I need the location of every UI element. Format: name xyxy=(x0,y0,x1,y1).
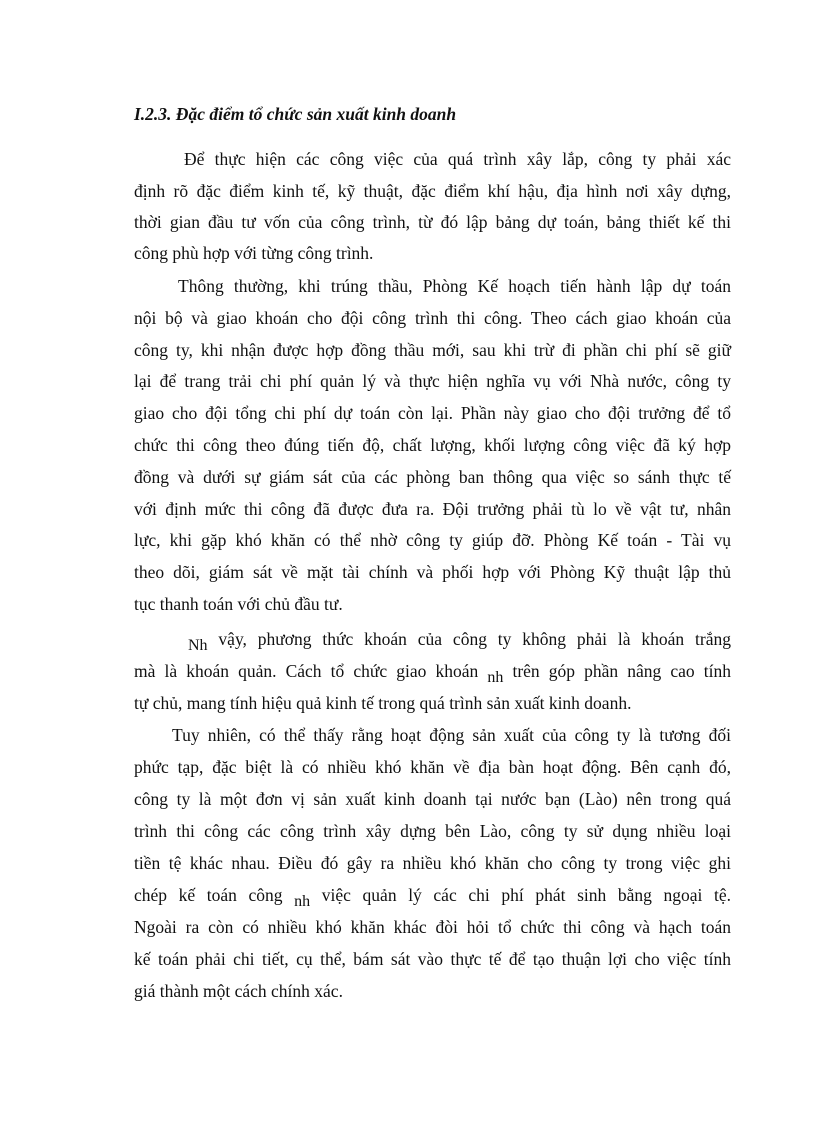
paragraph-1-line-4: công phù hợp với từng công trình. xyxy=(134,243,374,263)
paragraph-4-line-1: Tuy nhiên, có thể thấy rằng hoạt động sản xuất của công ty là tương đối xyxy=(172,725,731,745)
paragraph-2-line-11: tục thanh toán với chủ đầu tư. xyxy=(134,594,343,614)
paragraph-4-line-4: trình thi công các công trình xây dựng bên Lào, công ty sử dụng nhiều loại xyxy=(134,821,731,841)
section-heading: I.2.3. Đặc điểm tổ chức sản xuất kinh doanh xyxy=(134,104,457,124)
paragraph-2-line-6: chức thi công theo đúng tiến độ, chất lượng, khối lượng công việc đã ký hợp xyxy=(134,435,731,455)
paragraph-4-line-8: kế toán phải chi tiết, cụ thể, bám sát vào thực tế để tạo thuận lợi cho việc tính xyxy=(134,949,731,969)
paragraph-2-line-10: theo dõi, giám sát về mặt tài chính và phối hợp với Phòng Kỹ thuật lập thủ xyxy=(134,562,731,582)
paragraph-4-line-7: Ngoài ra còn có nhiều khó khăn khác đòi hỏi tổ chức thi công và hạch toán xyxy=(134,917,731,937)
paragraph-3-line-2-text-b: trên góp phần nâng cao tính xyxy=(503,661,731,681)
paragraph-4-line-2: phức tạp, đặc biệt là có nhiều khó khăn về địa bàn hoạt động. Bên cạnh đó, xyxy=(134,757,731,777)
paragraph-2-line-3: công ty, khi nhận được hợp đồng thầu mới, sau khi trừ đi phần chi phí sẽ giữ xyxy=(134,340,731,360)
paragraph-4-line-9: giá thành một cách chính xác. xyxy=(134,981,343,1001)
paragraph-4-line-6 xyxy=(134,883,731,909)
garbled-fragment: nh xyxy=(487,669,504,686)
paragraph-4-line-6-text-b: việc quản lý các chi phí phát sinh bằng ngoại tệ. xyxy=(310,885,731,905)
paragraph-4-line-6-text-a: chép kế toán công xyxy=(134,885,295,905)
paragraph-2-line-7: đồng và dưới sự giám sát của các phòng ban thông qua việc so sánh thực tế xyxy=(134,467,731,487)
paragraph-2-line-8: với định mức thi công đã được đưa ra. Đội trưởng phải tù lo về vật tư, nhân xyxy=(134,499,731,519)
paragraph-2-line-1: Thông thường, khi trúng thầu, Phòng Kế hoạch tiến hành lập dự toán xyxy=(178,276,731,296)
paragraph-3-line-3: tự chủ, mang tính hiệu quả kinh tế trong quá trình sản xuất kinh doanh. xyxy=(134,693,632,713)
paragraph-2-line-4: lại để trang trải chi phí quản lý và thực hiện nghĩa vụ với Nhà nước, công ty xyxy=(134,371,731,391)
paragraph-4-line-5: tiền tệ khác nhau. Điều đó gây ra nhiều khó khăn cho công ty trong việc ghi xyxy=(134,853,731,873)
garbled-fragment: nh xyxy=(294,893,311,910)
paragraph-3-line-1-text: vậy, phương thức khoán của công ty không phải là khoán trắng xyxy=(207,629,731,649)
paragraph-2-line-9: lực, khi gặp khó khăn có thể nhờ công ty giúp đỡ. Phòng Kế toán - Tài vụ xyxy=(134,530,731,550)
paragraph-3-line-2-text-a: mà là khoán quản. Cách tổ chức giao khoán xyxy=(134,661,488,681)
paragraph-2-line-5: giao cho đội tổng chi phí dự toán còn lại. Phần này giao cho đội trưởng để tổ xyxy=(134,403,731,423)
paragraph-2-line-2: nội bộ và giao khoán cho đội công trình thi công. Theo cách giao khoán của xyxy=(134,308,731,328)
paragraph-1-line-2: định rõ đặc điểm kinh tế, kỹ thuật, đặc điểm khí hậu, địa hình nơi xây dựng, xyxy=(134,181,731,201)
paragraph-1-line-3: thời gian đầu tư vốn của công trình, từ đó lập bảng dự toán, bảng thiết kế thi xyxy=(134,212,731,232)
paragraph-3-line-2 xyxy=(134,659,731,685)
paragraph-4-line-3: công ty là một đơn vị sản xuất kinh doanh tại nước bạn (Lào) nên trong quá xyxy=(134,789,731,809)
paragraph-1-line-1: Để thực hiện các công việc của quá trình xây lắp, công ty phải xác xyxy=(184,149,731,169)
paragraph-3-line-1 xyxy=(188,627,731,653)
garbled-fragment: Nh xyxy=(188,637,208,654)
